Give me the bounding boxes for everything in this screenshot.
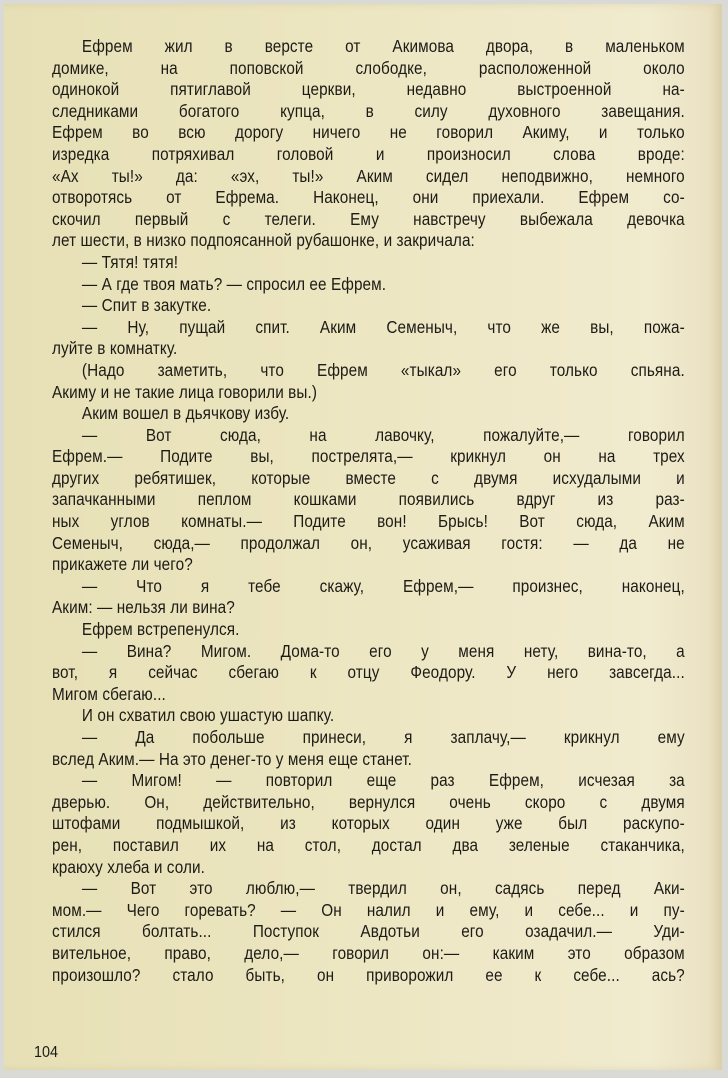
text-line: — А где твоя мать? — спросил ее Ефрем. bbox=[81, 273, 387, 294]
text-line: — Тятя! тятя! bbox=[81, 251, 179, 272]
page-number: 104 bbox=[34, 1044, 59, 1061]
text-line: — Что я тебе скажу, Ефрем,— произнес, наконец, bbox=[81, 575, 685, 596]
text-line: рен, поставил их на стол, достал два зеленые стаканчика, bbox=[52, 834, 685, 855]
text-line: Аким: — нельзя ли вина? bbox=[52, 597, 235, 618]
text-line: Ефрем.— Подите вы, пострелята,— крикнул он на трех bbox=[52, 446, 685, 467]
text-line: вительное, право, дело,— говорил он:— каким это образом bbox=[52, 942, 685, 963]
text-line: следниками богатого купца, в силу духовного завещания. bbox=[52, 100, 685, 121]
text-line: — Спит в закутке. bbox=[81, 295, 212, 316]
text-line: штофами подмышкой, из которых один уже был раскупо- bbox=[52, 813, 685, 834]
text-line: «Ах ты!» да: «эх, ты!» Аким сидел неподвижно, немного bbox=[52, 165, 685, 186]
text-line: вслед Аким.— На это денег-то у меня еще станет. bbox=[52, 748, 413, 769]
text-line: других ребятишек, которые вместе с двумя исхудалыми и bbox=[52, 467, 685, 488]
text-line: изредка потряхивал головой и произносил слова вроде: bbox=[52, 143, 685, 164]
text-line: ных углов комнаты.— Подите вон! Брысь! Вот сюда, Аким bbox=[52, 511, 685, 532]
text-line: Аким вошел в дьячкову избу. bbox=[81, 403, 290, 424]
text-line: запачканными пеплом кошками появились вдруг из раз- bbox=[52, 489, 685, 510]
text-line: произошло? стало быть, он приворожил ее к себе... ась? bbox=[52, 964, 685, 985]
text-line: лет шести, в низко подпоясанной рубашонке, и закричала: bbox=[52, 230, 475, 251]
text-line: мом.— Чего горевать? — Он налил и ему, и себе... и пу- bbox=[52, 899, 685, 920]
text-line: краюху хлеба и соли. bbox=[52, 856, 205, 877]
text-line: Мигом сбегаю... bbox=[52, 683, 166, 704]
text-line: Ефрем жил в версте от Акимова двора, в маленьком bbox=[81, 36, 685, 56]
text-line: Ефрем встрепенулся. bbox=[81, 619, 240, 640]
text-line: вот, я сейчас сбегаю к отцу Феодору. У него завсегда... bbox=[52, 662, 685, 683]
text-line: отворотясь от Ефрема. Наконец, они приехали. Ефрем со- bbox=[52, 187, 685, 208]
text-line: — Мигом! — повторил еще раз Ефрем, исчезая за bbox=[81, 770, 685, 791]
text-line: луйте в комнатку. bbox=[52, 338, 178, 359]
body-text bbox=[52, 36, 685, 986]
book-page bbox=[4, 4, 722, 1070]
text-line: домике, на поповской слободке, расположенной около bbox=[52, 57, 685, 78]
text-line: скочил первый с телеги. Ему навстречу выбежала девочка bbox=[52, 208, 685, 229]
text-line: Акиму и не такие лица говорили вы.) bbox=[52, 381, 318, 402]
text-line: — Да побольше принеси, я заплачу,— крикнул ему bbox=[81, 727, 685, 747]
text-line: прикажете ли чего? bbox=[52, 554, 193, 575]
text-line: одинокой пятиглавой церкви, недавно выстроенной на- bbox=[52, 79, 685, 100]
text-line: — Ну, пущай спит. Аким Семеныч, что же вы, пожа- bbox=[81, 316, 685, 337]
text-line: (Надо заметить, что Ефрем «тыкал» его только спьяна. bbox=[81, 359, 685, 380]
text-line: стился болтать... Поступок Авдотьи его озадачил.— Уди- bbox=[52, 921, 685, 942]
text-line: И он схватил свою ушастую шапку. bbox=[81, 705, 335, 726]
text-line: Семеныч, сюда,— продолжал он, усаживая гостя: — да не bbox=[52, 532, 685, 553]
text-line: — Вот сюда, на лавочку, пожалуйте,— говорил bbox=[81, 424, 685, 445]
text-line: — Вот это люблю,— твердил он, садясь перед Аки- bbox=[81, 878, 685, 899]
text-line: дверью. Он, действительно, вернулся очень скоро с двумя bbox=[52, 791, 685, 812]
text-line: — Вина? Мигом. Дома-то его у меня нету, вина-то, а bbox=[81, 640, 685, 661]
text-line: Ефрем во всю дорогу ничего не говорил Акиму, и только bbox=[52, 122, 685, 143]
